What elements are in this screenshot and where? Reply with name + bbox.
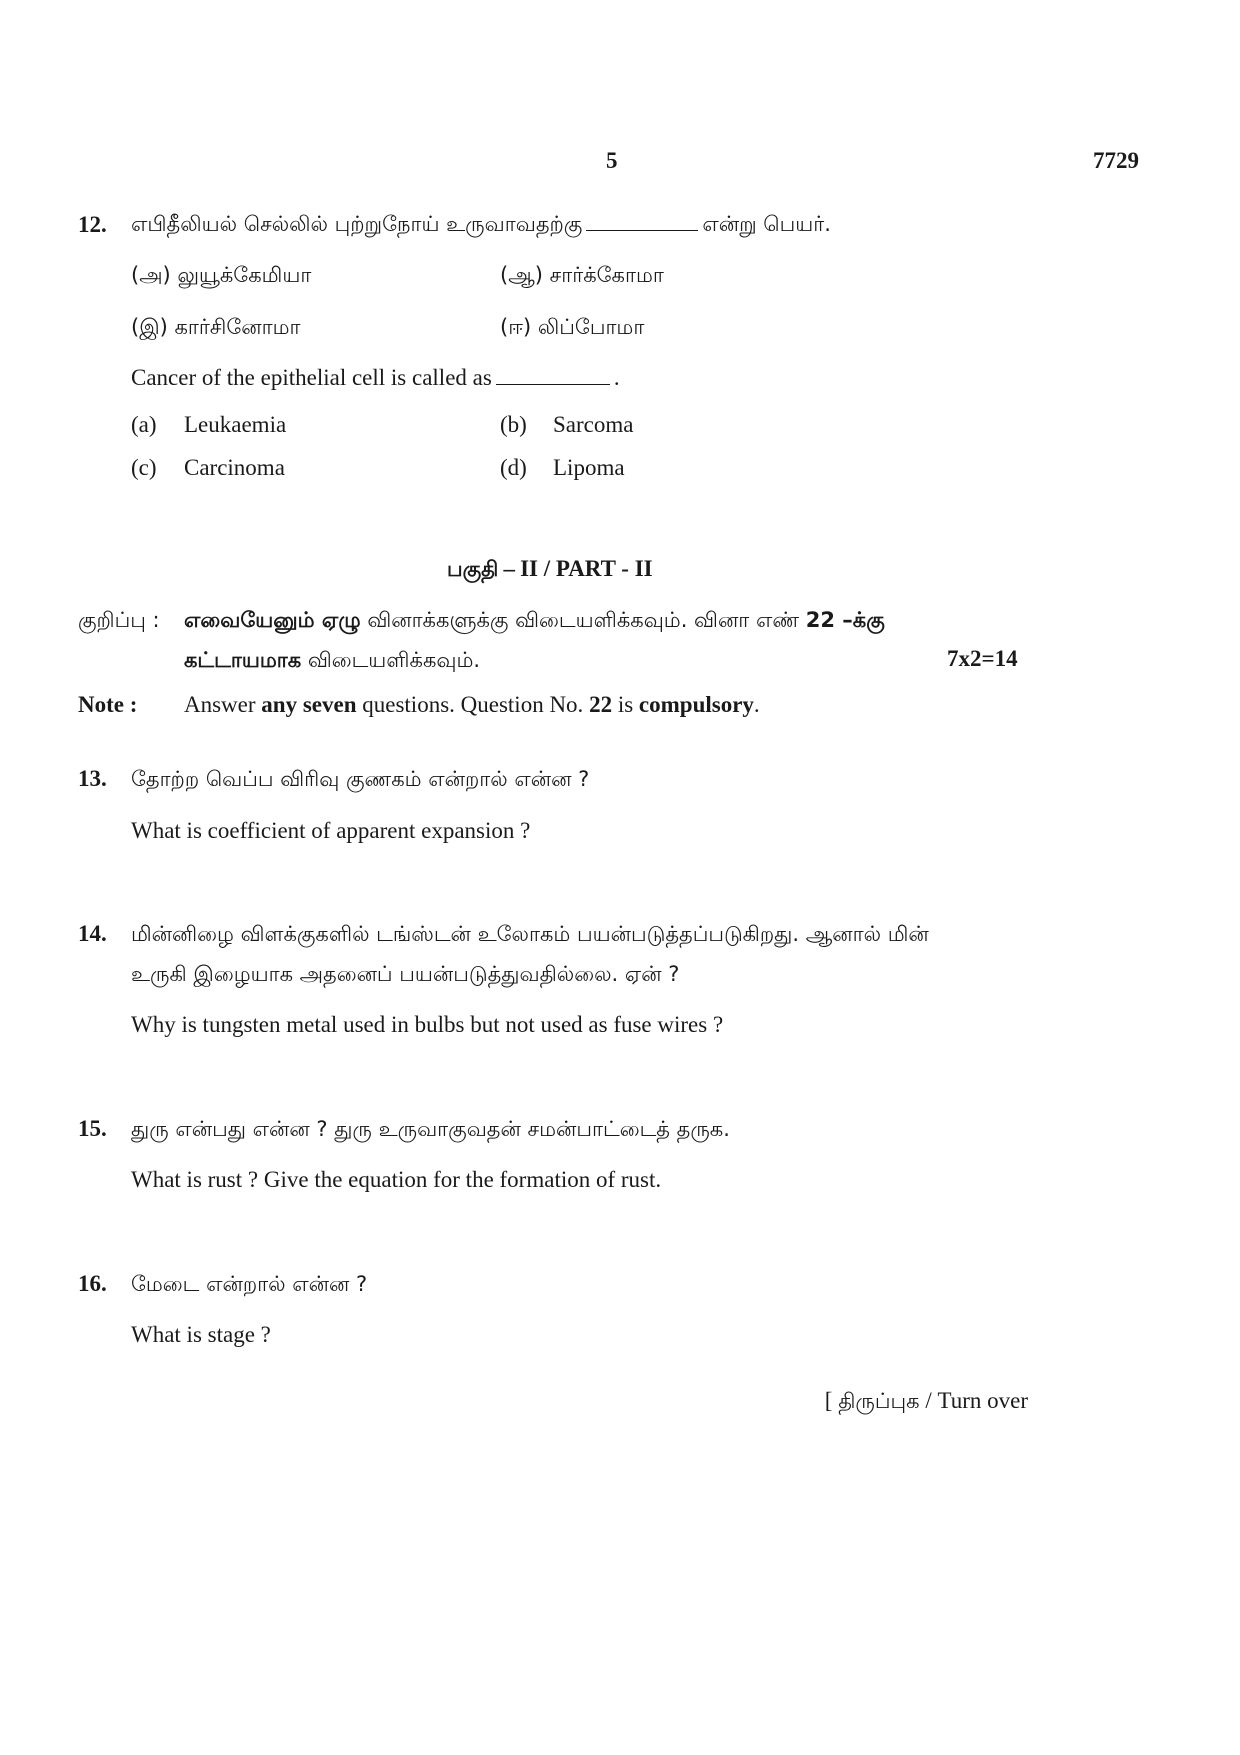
answer-blank: [586, 229, 698, 231]
option-text: Sarcoma: [553, 412, 634, 437]
option-label: (c): [131, 455, 157, 480]
note-text-tamil: எவையேனும் ஏழு வினாக்களுக்கு விடையளிக்கவும். வினா எண் 22 –க்கு: [184, 608, 885, 632]
question-number: 13.: [78, 766, 107, 791]
note-text-tamil-2: கட்டாயமாக விடையளிக்கவும்.: [184, 648, 481, 672]
paper-code: 7729: [1093, 148, 1139, 173]
marks: 7x2=14: [947, 646, 1018, 671]
question-number: 14.: [78, 921, 107, 946]
question-text-tamil: தோற்ற வெப்ப விரிவு குணகம் என்றால் என்ன ?: [131, 767, 590, 791]
option-text: Lipoma: [553, 455, 625, 480]
question-number: 15.: [78, 1116, 107, 1141]
question-text-english: Cancer of the epithelial cell is called as .: [131, 365, 620, 390]
question-text-tamil-line2: உருகி இழையாக அதனைப் பயன்படுத்துவதில்லை. ஏன் ?: [131, 962, 680, 986]
question-text-tamil: மேடை என்றால் என்ன ?: [131, 1272, 368, 1296]
question-number: 16.: [78, 1271, 107, 1296]
question-text-english: What is rust ? Give the equation for the formation of rust.: [131, 1167, 662, 1192]
page-number: 5: [606, 148, 618, 173]
note-label-english: Note :: [78, 692, 138, 717]
note-text-english: Answer any seven questions. Question No. 22 is compulsory.: [184, 692, 760, 717]
option-tamil-4: (ஈ) லிப்போமா: [500, 315, 645, 339]
part-heading: பகுதி – II / PART - II: [447, 556, 653, 581]
question-text-tamil: எபிதீலியல் செல்லில் புற்றுநோய் உருவாவதற்கு என்று பெயர்.: [131, 212, 831, 236]
option-label: (d): [500, 455, 527, 480]
note-label-tamil: குறிப்பு :: [78, 608, 160, 632]
option-label: (b): [500, 412, 527, 437]
option-text: Leukaemia: [184, 412, 287, 437]
answer-blank: [496, 383, 610, 385]
question-text-tamil: மின்னிழை விளக்குகளில் டங்ஸ்டன் உலோகம் பயன்படுத்தப்படுகிறது. ஆனால் மின்: [131, 922, 929, 946]
option-tamil-3: (இ) கார்சினோமா: [131, 315, 301, 339]
question-text-tamil: துரு என்பது என்ன ? துரு உருவாகுவதன் சமன்பாட்டைத் தருக.: [131, 1117, 730, 1141]
turn-over-note: [ திருப்புக / Turn over: [824, 1388, 1028, 1413]
question-text-english: Why is tungsten metal used in bulbs but not used as fuse wires ?: [131, 1012, 724, 1037]
option-label: (a): [131, 412, 157, 437]
option-text: Carcinoma: [184, 455, 285, 480]
option-tamil-2: (ஆ) சார்க்கோமா: [500, 263, 664, 287]
option-tamil-1: (அ) லுயூக்கேமியா: [131, 263, 312, 287]
question-text-english: What is stage ?: [131, 1322, 271, 1347]
question-number: 12.: [78, 212, 107, 237]
question-text-english: What is coefficient of apparent expansion ?: [131, 818, 531, 843]
